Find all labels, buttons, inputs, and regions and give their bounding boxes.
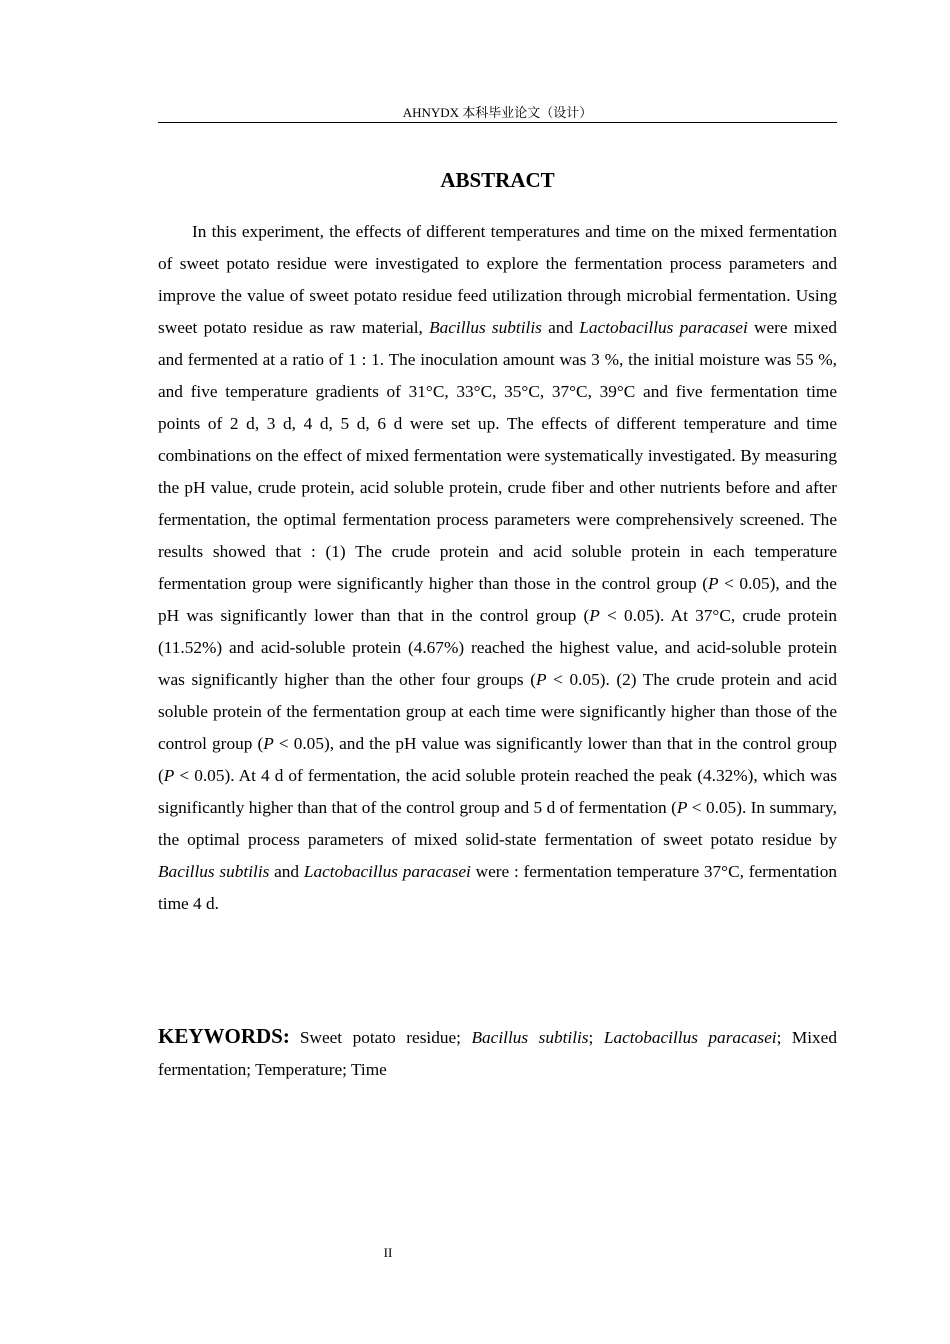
keywords-segment-italic: Lactobacillus paracasei [603, 1028, 777, 1047]
abstract-segment-italic: P [589, 606, 600, 625]
keywords-segment: ; Mixed fermentation; Temperature; Time [158, 1028, 837, 1079]
abstract-segment-italic: P [707, 574, 719, 593]
keywords-label: KEYWORDS: [158, 1024, 290, 1048]
abstract-body [158, 216, 837, 920]
abstract-segment: were mixed and fermented at a ratio of 1 : 1. The inoculation amount was 3 %, the initial moisture was 55 %, and five temperature gradients of 31°C, 33°C, 35°C, 37°C, 39°C and five fermentation time points of 2 d, 3 d, 4 d, 5 d, 6 d were set up. The effects of different temperature and time combinations on the effect of mixed fermentation were systematically investigated. By measuring the pH value, crude protein, acid soluble protein, crude fiber and other nutrients before and after fermentation, the optimal fermentation process parameters were comprehensively screened. The results showed that : (1) The crude protein and acid soluble protein in each temperature fermentation group were significantly higher than those in the control group ( [158, 318, 837, 593]
keywords-segment: Sweet potato residue; [299, 1028, 472, 1047]
abstract-segment-italic: P [676, 798, 688, 817]
abstract-segment: In this experiment, the effects of different temperatures and time on the mixed fermentation of sweet potato residue were investigated to explore the fermentation process parameters and improve the value of sweet potato residue feed utilization through microbial fermentation. Using sweet potato residue as raw material, [158, 222, 837, 337]
abstract-title: ABSTRACT [440, 168, 555, 192]
abstract-segment: < 0.05). At 37°C, crude protein (11.52%) and acid-soluble protein (4.67%) reached the highest value, and acid-soluble protein was significantly higher than the other four groups ( [158, 606, 837, 689]
abstract-segment: < 0.05), and the pH was significantly lower than that in the control group ( [158, 574, 837, 625]
abstract-segment-italic: Bacillus subtilis [429, 318, 542, 337]
abstract-segment: < 0.05). (2) The crude protein and acid soluble protein of the fermentation group at each time were significantly higher than those of the control group ( [158, 670, 838, 753]
abstract-segment-italic: Lactobacillus paracasei [303, 862, 471, 881]
abstract-segment: were : fermentation temperature 37°C, fermentation time 4 d. [158, 862, 837, 913]
keywords-segment-italic: Bacillus subtilis [471, 1028, 589, 1047]
abstract-segment-italic: Lactobacillus paracasei [579, 318, 748, 337]
keywords-paragraph [158, 1020, 837, 1086]
header-rule [158, 122, 837, 123]
abstract-segment-italic: Bacillus subtilis [158, 862, 270, 881]
keywords-segment: ; [588, 1028, 604, 1047]
abstract-segment: < 0.05). At 4 d of fermentation, the acid soluble protein reached the peak (4.32%), which was significantly higher than that of the control group and 5 d of fermentation ( [158, 766, 837, 817]
abstract-segment-italic: P [163, 766, 175, 785]
abstract-segment: < 0.05). In summary, the optimal process parameters of mixed solid-state fermentation of sweet potato residue by [158, 798, 837, 849]
abstract-segment: < 0.05), and the pH value was significantly lower than that in the control group ( [158, 734, 837, 785]
running-header: AHNYDX 本科毕业论文（设计） [402, 105, 593, 120]
abstract-segment: and [269, 862, 304, 881]
abstract-segment: and [541, 318, 580, 337]
abstract-segment-italic: P [263, 734, 274, 753]
page-number: II [383, 1245, 393, 1260]
abstract-segment-italic: P [536, 670, 547, 689]
